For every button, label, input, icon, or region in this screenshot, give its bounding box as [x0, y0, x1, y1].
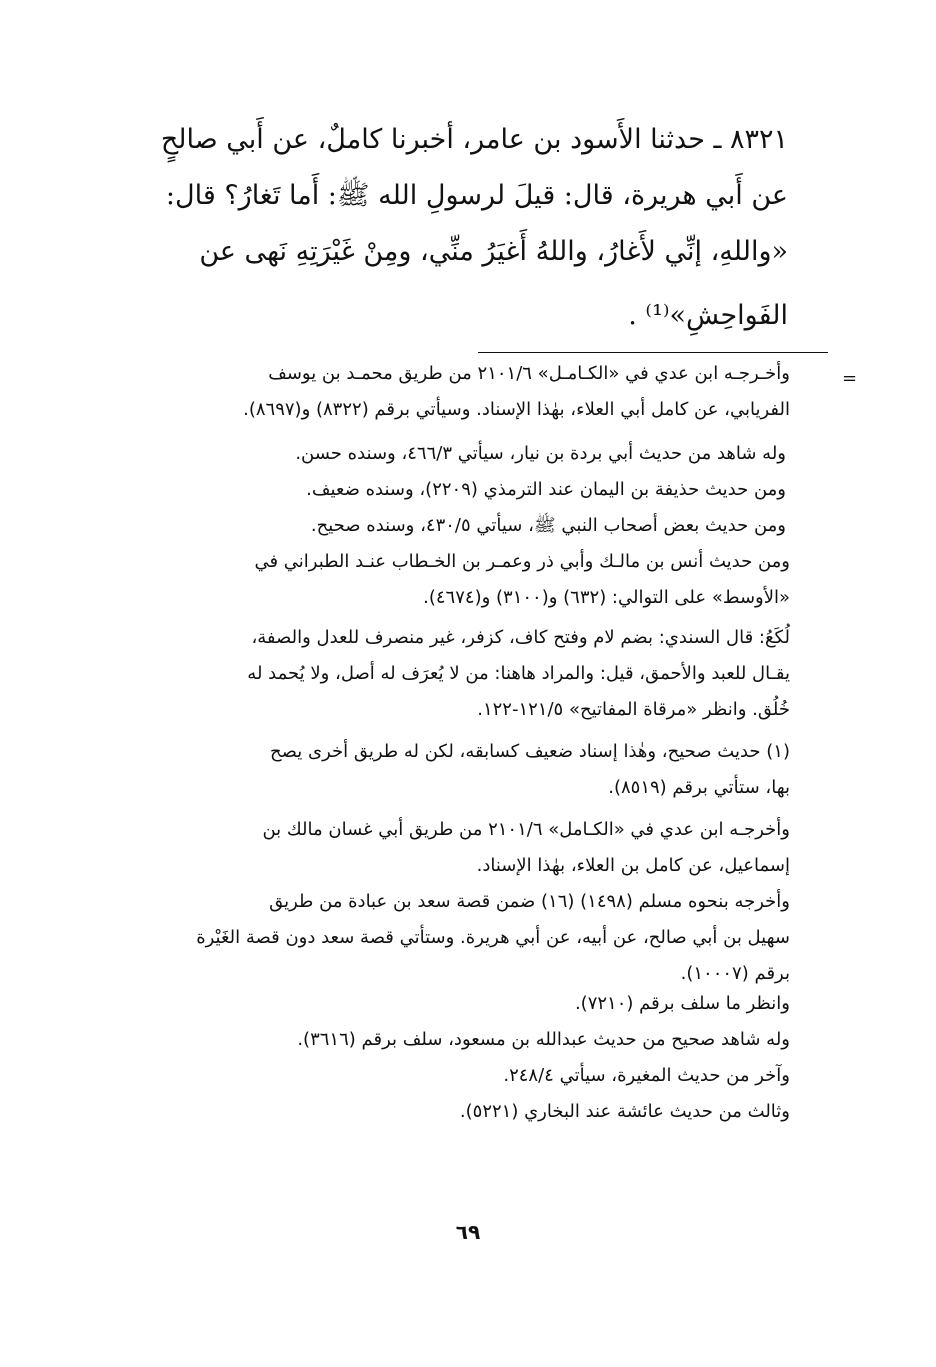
footnote-line: ومن حديث حذيفة بن اليمان عند الترمذي (٢٢٠٩)، وسنده ضعيف. — [306, 479, 786, 500]
hadith-text — [128, 112, 788, 344]
footnote-line: وآخر من حديث المغيرة، سيأتي ٢٤٨/٤. — [503, 1065, 790, 1086]
footnote-line: ومن حديث بعض أصحاب النبي ﷺ، سيأتي ٤٣٠/٥، وسنده صحيح. — [310, 515, 786, 536]
footnotes — [130, 356, 790, 1130]
footnote-line: «الأوسط» على التوالي: (٦٣٢) و(٣١٠٠) و(٤٦٧٤). — [423, 587, 790, 608]
footnote-separator — [478, 352, 828, 353]
footnote-line: (١) حديث صحيح، وهٰذا إسناد ضعيف كسابقه، لكن له طريق أخرى يصح — [270, 741, 790, 762]
footnote-line: وثالث من حديث عائشة عند البخاري (٥٢٢١). — [459, 1101, 790, 1122]
hadith-line: «واللهِ، إنِّي لأَغارُ، واللهُ أَغيَرُ منِّي، ومِنْ غَيْرَتِهِ نَهى عن — [199, 236, 788, 267]
footnote-line: وله شاهد صحيح من حديث عبدالله بن مسعود، سلف برقم (٣٦١٦). — [297, 1029, 790, 1050]
footnote-line: يقـال للعبد والأحمق، قيل: والمراد هاهنا: من لا يُعرَف له أصل، ولا يُحمد له — [247, 663, 790, 684]
footnote-line: وأخرجه بنحوه مسلم (١٤٩٨) (١٦) ضمن قصة سعد بن عبادة من طريق — [269, 891, 790, 912]
page-number: ٦٩ — [455, 1220, 481, 1244]
footnote-line: وأخـرجـه ابن عدي في «الكـامـل» ٢١٠١/٦ من طريق محمـد بن يوسف — [268, 363, 790, 384]
footnote-line: بها، ستأتي برقم (٨٥١٩). — [608, 777, 790, 798]
footnote-line: وله شاهد من حديث أبي بردة بن نيار، سيأتي ٤٦٦/٣، وسنده حسن. — [295, 443, 786, 464]
footnote-line: ومن حديث أنس بن مالـك وأبي ذر وعمـر بن الخـطاب عنـد الطبراني في — [254, 551, 790, 572]
continuation-mark: = — [842, 368, 858, 389]
hadith-line: الفَواحِشِ»⁽¹⁾ . — [628, 300, 788, 331]
footnote-line: برقم (١٠٠٠٧). — [680, 963, 790, 984]
hadith-line: عن أَبي هريرة، قال: قيلَ لرسولِ الله ﷺ: أَما تَغارُ؟ قال: — [165, 180, 788, 211]
footnote-line: خُلُق. وانظر «مرقاة المفاتيح» ١٢١/٥-١٢٢. — [477, 699, 790, 720]
footnote-line: وانظر ما سلف برقم (٧٢١٠). — [574, 993, 790, 1014]
hadith-line: ٨٣٢١ ـ حدثنا الأَسود بن عامر، أخبرنا كاملٌ، عن أَبي صالحٍ — [160, 124, 788, 155]
footnote-line: لُكَعُ: قال السندي: بضم لام وفتح كاف، كزفر، غير منصرف للعدل والصفة، — [251, 627, 790, 648]
footnote-line: سهيل بن أبي صالح، عن أبيه، عن أبي هريرة. وستأتي قصة سعد دون قصة الغَيْرة — [196, 927, 790, 948]
footnote-line: إسماعيل، عن كامل بن العلاء، بهٰذا الإسناد. — [476, 855, 790, 876]
footnote-line: وأخرجـه ابن عدي في «الكـامل» ٢١٠١/٦ من طريق أبي غسان مالك بن — [262, 819, 790, 840]
footnote-line: الفريابي، عن كامل أبي العلاء، بهٰذا الإسناد. وسيأتي برقم (٨٣٢٢) و(٨٦٩٧). — [243, 399, 790, 420]
